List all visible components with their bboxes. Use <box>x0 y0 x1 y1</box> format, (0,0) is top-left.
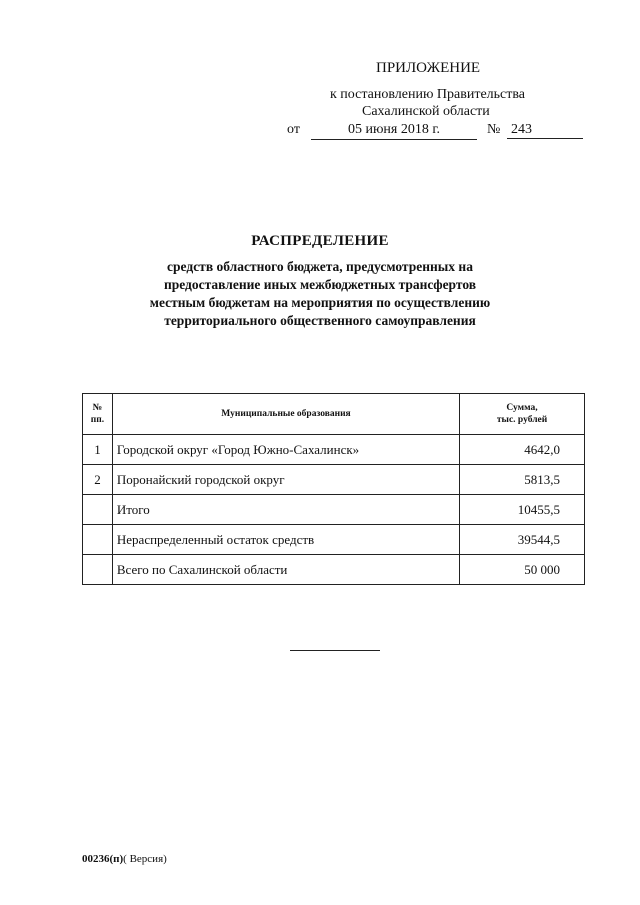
row-name: Итого <box>112 495 459 525</box>
row-number <box>83 525 113 555</box>
subtitle-line: предоставление иных межбюджетных трансфертов <box>163 277 477 292</box>
appendix-reference: к постановлению Правительства <box>330 87 526 102</box>
version-label: ( Версия) <box>123 853 167 865</box>
table-row-subtotal <box>83 495 585 525</box>
row-sum: 50 000 <box>460 555 585 585</box>
document-title: РАСПРЕДЕЛЕНИЕ <box>251 233 389 249</box>
subtitle-line: местным бюджетам на мероприятия по осуществлению <box>149 295 491 310</box>
number-prefix: № <box>487 122 501 137</box>
appendix-title: ПРИЛОЖЕНИЕ <box>376 60 481 76</box>
row-number: 1 <box>83 435 113 465</box>
header-sum-line2: тыс. рублей <box>496 415 548 425</box>
row-name: Всего по Сахалинской области <box>112 555 459 585</box>
row-number <box>83 495 113 525</box>
appendix-region: Сахалинской области <box>362 104 490 119</box>
header-sum <box>460 394 585 435</box>
row-name: Городской округ «Город Южно-Сахалинск» <box>112 435 459 465</box>
decree-number: 243 <box>507 122 583 139</box>
header-municipality: Муниципальные образования <box>112 394 459 435</box>
header-sum-line1: Сумма, <box>506 403 538 413</box>
row-sum: 10455,5 <box>460 495 585 525</box>
table-row <box>83 465 585 495</box>
document-subtitle <box>0 258 640 330</box>
end-divider <box>290 650 380 651</box>
footer-code <box>82 853 167 865</box>
distribution-table <box>82 393 585 585</box>
date-prefix: от <box>287 122 300 137</box>
decree-date: 05 июня 2018 г. <box>311 122 477 140</box>
table-row-remainder <box>83 525 585 555</box>
table-row-total <box>83 555 585 585</box>
subtitle-line: средств областного бюджета, предусмотренных на <box>167 259 473 274</box>
table-header-row <box>83 394 585 435</box>
row-sum: 4642,0 <box>460 435 585 465</box>
subtitle-line: территориального общественного самоуправления <box>164 313 476 328</box>
header-number-line2: пп. <box>90 415 105 425</box>
header-number-line1: № <box>92 403 103 413</box>
row-name: Нераспределенный остаток средств <box>112 525 459 555</box>
decree-date-row <box>287 122 587 142</box>
row-number: 2 <box>83 465 113 495</box>
row-sum: 39544,5 <box>460 525 585 555</box>
row-number <box>83 555 113 585</box>
header-number <box>83 394 113 435</box>
row-sum: 5813,5 <box>460 465 585 495</box>
table-row <box>83 435 585 465</box>
row-name: Поронайский городской округ <box>112 465 459 495</box>
document-code: 00236(п) <box>82 853 124 865</box>
